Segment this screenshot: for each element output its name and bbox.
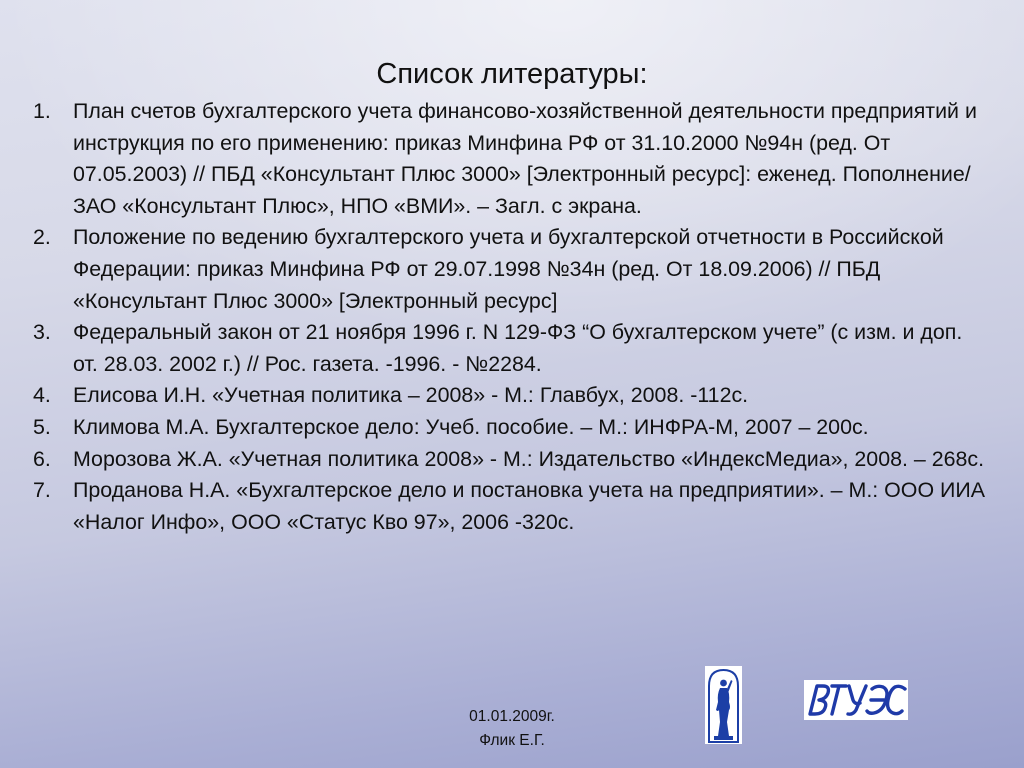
- reference-number: 4.: [33, 383, 51, 408]
- reference-item: [33, 412, 993, 444]
- footer-author: Флик Е.Г.: [479, 732, 545, 749]
- slide-title: Список литературы:: [376, 58, 648, 90]
- footer-date: 01.01.2009г.: [469, 708, 555, 725]
- reference-item: [33, 317, 993, 380]
- reference-text: Федеральный закон от 21 ноября 1996 г. N 129-ФЗ “О бухгалтерском учете” (с изм. и доп. от. 28.03. 2002 г.) // Рос. газета. -1996. - №2284.: [73, 320, 963, 376]
- vtues-logo: [804, 680, 908, 720]
- reference-text: Морозова Ж.А. «Учетная политика 2008» - М.: Издательство «ИндексМедиа», 2008. – 268с.: [73, 446, 985, 471]
- statue-emblem-icon: [705, 666, 742, 744]
- statue-emblem-logo: [705, 666, 742, 744]
- reference-number: 5.: [33, 414, 51, 439]
- vtues-wordmark-icon: [804, 680, 908, 720]
- reference-text: Проданова Н.А. «Бухгалтерское дело и постановка учета на предприятии». – М.: ООО ИИА «Налог Инфо», ООО «Статус Кво 97», 2006 -320с.: [73, 478, 986, 534]
- reference-item: [33, 444, 993, 476]
- reference-item: [33, 475, 993, 538]
- reference-number: 7.: [33, 478, 51, 503]
- reference-list: [33, 96, 993, 538]
- reference-item: [33, 96, 993, 222]
- reference-number: 2.: [33, 225, 51, 250]
- reference-text: План счетов бухгалтерского учета финансово-хозяйственной деятельности предприятий и инструкция по его применению: приказ Минфина РФ от 31.10.2000 №94н (ред. От 07.05.2003) // ПБД «Консультант Плюс 3000» [Электронный ресурс]: еженед. Пополнение/ ЗАО «Консультант Плюс», НПО «ВМИ». – Загл. с экрана.: [73, 99, 977, 218]
- reference-number: 1.: [33, 99, 51, 123]
- reference-number: 6.: [33, 446, 51, 471]
- reference-item: [33, 380, 993, 412]
- reference-text: Елисова И.Н. «Учетная политика – 2008» - М.: Главбух, 2008. -112с.: [73, 383, 749, 408]
- reference-number: 3.: [33, 320, 51, 345]
- reference-text: Климова М.А. Бухгалтерское дело: Учеб. пособие. – М.: ИНФРА-М, 2007 – 200с.: [73, 414, 869, 439]
- reference-text: Положение по ведению бухгалтерского учета и бухгалтерской отчетности в Российской Федерации: приказ Минфина РФ от 29.07.1998 №34н (ред. От 18.09.2006) // ПБД «Консультант Плюс 3000» [Электронный ресурс]: [73, 225, 944, 313]
- slide-footer: [412, 705, 612, 753]
- reference-item: [33, 222, 993, 317]
